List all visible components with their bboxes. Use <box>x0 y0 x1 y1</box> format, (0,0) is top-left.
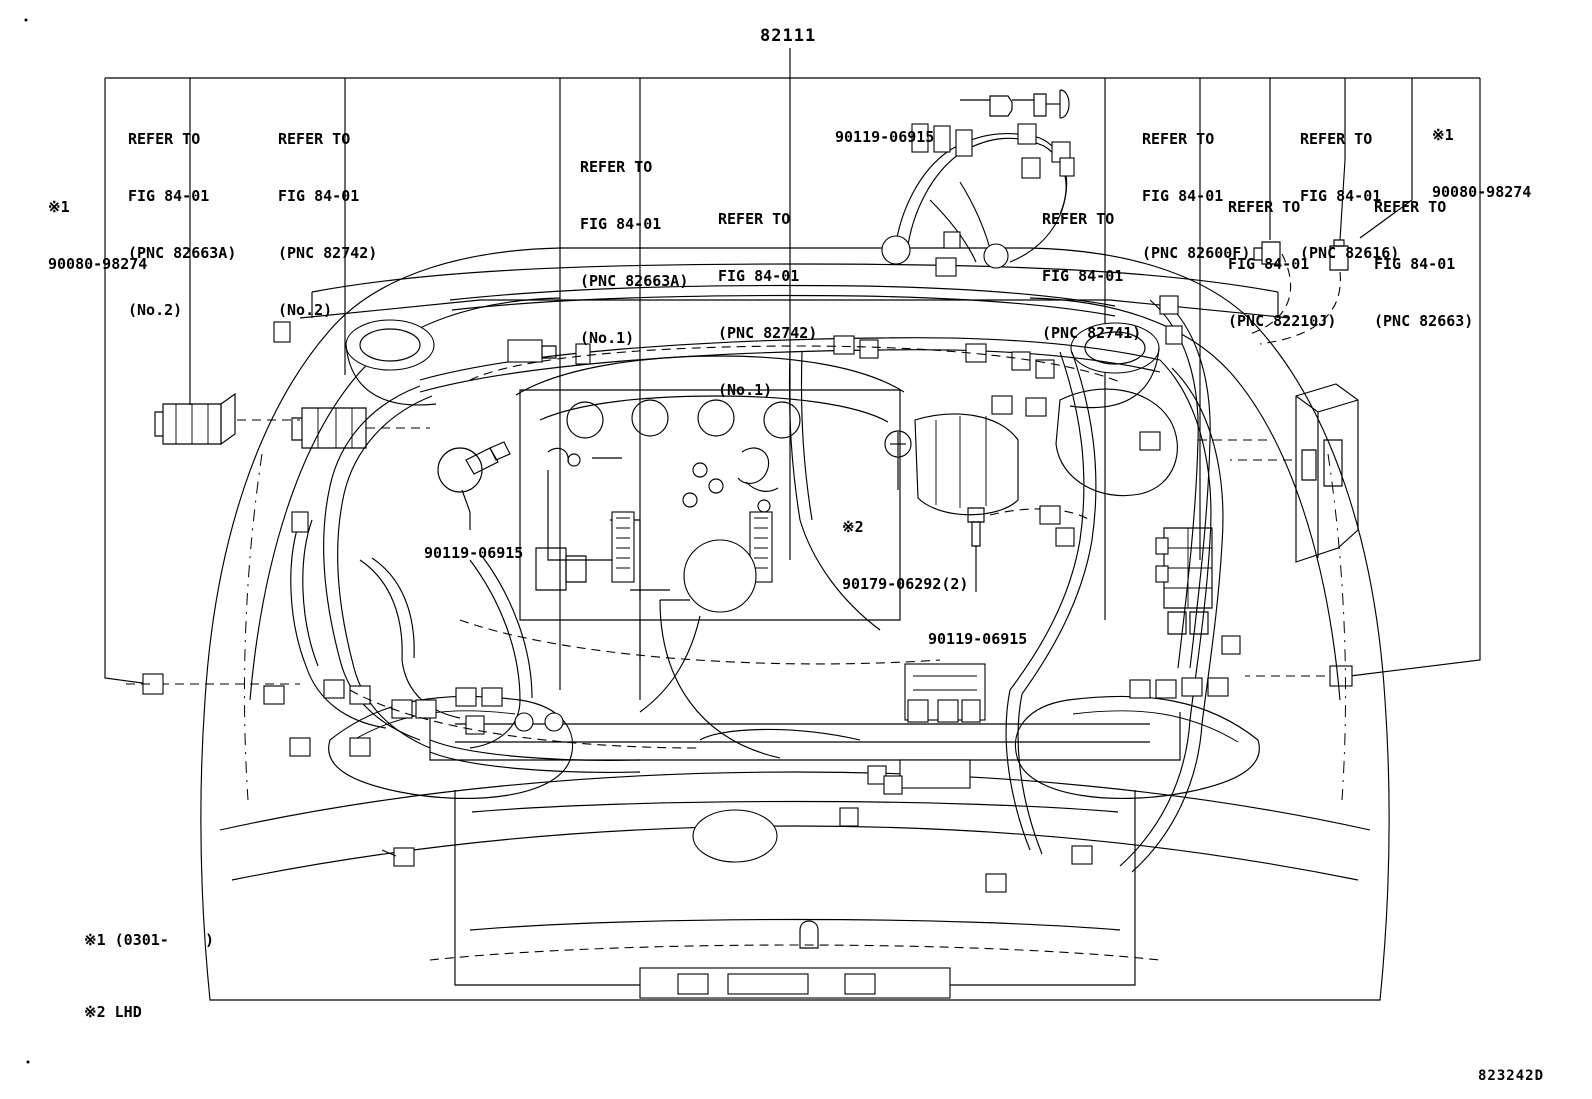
callout-line: 90080-98274 <box>48 255 148 273</box>
callout-line: REFER TO <box>278 130 351 148</box>
callout-refer-82210j <box>1228 160 1336 369</box>
callout-line: ※2 <box>842 518 864 536</box>
callout-line: REFER TO <box>1142 130 1215 148</box>
callout-line: (No.1) <box>718 381 773 399</box>
callout-line: FIG 84-01 <box>1300 187 1382 205</box>
callout-line: (No.2) <box>128 301 183 319</box>
callout-line: FIG 84-01 <box>580 215 662 233</box>
callout-line: FIG 84-01 <box>1042 267 1124 285</box>
callout-line: ※1 <box>48 198 70 216</box>
callout-line: 90119-06915 <box>928 630 1028 648</box>
callout-line: REFER TO <box>128 130 201 148</box>
callout-line: 90119-06915 <box>424 544 524 562</box>
callout-90119-top <box>835 90 934 185</box>
callout-line: (No.1) <box>580 329 635 347</box>
callout-line: (PNC 82663) <box>1374 312 1474 330</box>
callout-line: FIG 84-01 <box>1228 255 1310 273</box>
callout-line: FIG 84-01 <box>128 187 210 205</box>
diagram-notes <box>84 880 214 1072</box>
page-title: 82111 <box>760 26 817 46</box>
callout-refer-82742-no1 <box>718 172 817 438</box>
callout-line: REFER TO <box>1374 198 1447 216</box>
callout-line: REFER TO <box>1300 130 1373 148</box>
callout-line: (PNC 82742) <box>718 324 818 342</box>
callout-line: (PNC 82616) <box>1300 244 1400 262</box>
callout-line: ※1 <box>1432 126 1454 144</box>
callout-line: FIG 84-01 <box>1142 187 1224 205</box>
callout-line: REFER TO <box>718 210 791 228</box>
note-line: ※2 LHD <box>84 1003 142 1021</box>
callout-90119-mid-right <box>928 592 1027 687</box>
callout-refer-82741 <box>1042 172 1141 381</box>
callout-line: (PNC 82210J) <box>1228 312 1337 330</box>
callout-line: REFER TO <box>580 158 653 176</box>
callout-refer-82663 <box>1374 160 1473 369</box>
callout-line: FIG 84-01 <box>278 187 360 205</box>
callout-line: (PNC 82600F) <box>1142 244 1251 262</box>
callout-90119-mid-left <box>424 506 523 601</box>
callout-line: 90119-06915 <box>835 128 935 146</box>
callout-line: (PNC 82741) <box>1042 324 1142 342</box>
note-line: ※1 (0301- ) <box>84 931 214 949</box>
callout-line: 90080-98274 <box>1432 183 1532 201</box>
callout-line: (PNC 82742) <box>278 244 378 262</box>
diagram-code: 823242D <box>1478 1068 1545 1084</box>
callout-line: (PNC 82663A) <box>580 272 689 290</box>
callout-line: (No.2) <box>278 301 333 319</box>
callout-refer-82663a-no2 <box>128 92 236 358</box>
callout-line: 90179-06292(2) <box>842 575 969 593</box>
callout-refer-82663a-no1 <box>580 120 688 386</box>
callout-line: REFER TO <box>1042 210 1115 228</box>
callout-line: (PNC 82663A) <box>128 244 237 262</box>
callout-line: REFER TO <box>1228 198 1301 216</box>
callout-line: FIG 84-01 <box>1374 255 1456 273</box>
callout-refer-82742-no2 <box>278 92 377 358</box>
callout-line: FIG 84-01 <box>718 267 800 285</box>
